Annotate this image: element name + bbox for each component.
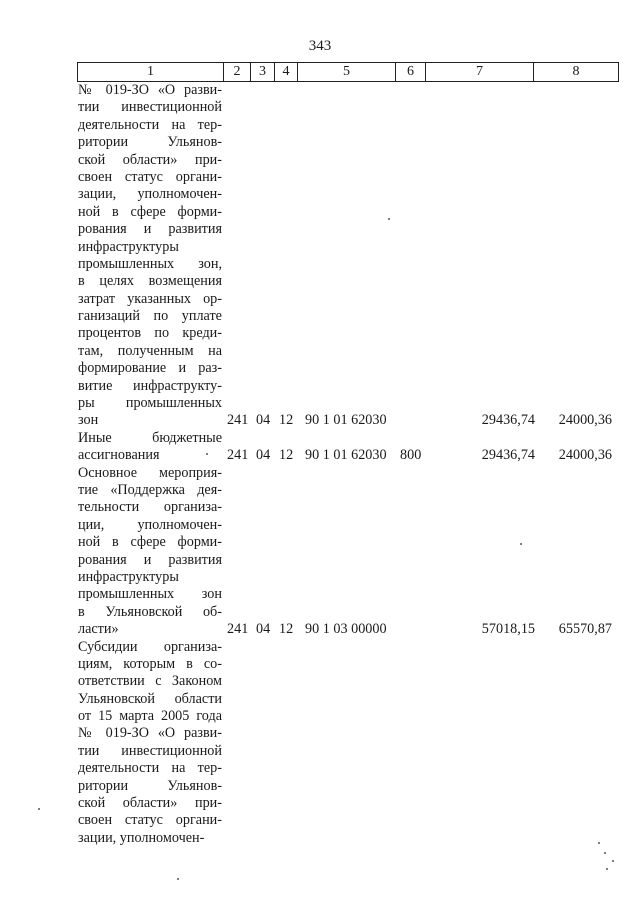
- row-values: [78, 621, 618, 638]
- row-values: [78, 447, 618, 464]
- description-line: зон: [78, 412, 99, 429]
- scan-speck: [612, 860, 614, 862]
- cell-c3: 04: [256, 621, 271, 638]
- description-line: Иные бюджетные: [78, 429, 222, 446]
- description-line: витие инфраструкту-: [78, 377, 222, 394]
- table-row: [78, 639, 618, 848]
- column-number: 5: [298, 63, 396, 82]
- description-line: ной в сфере форми-: [78, 203, 222, 220]
- description-line: своен статус органи-: [78, 812, 222, 829]
- description-line: циям, которым в со-: [78, 655, 222, 672]
- description-line: ласти»: [78, 621, 119, 638]
- description-line: промышленных зон: [78, 586, 222, 603]
- description-line: зации, уполномочен-: [78, 186, 222, 203]
- description-line: ры промышленных: [78, 395, 222, 412]
- cell-c8: 24000,36: [558, 447, 612, 464]
- description-line: в Ульяновской об-: [78, 603, 222, 620]
- description-line: промышленных зон,: [78, 255, 222, 272]
- scan-speck: [388, 218, 390, 220]
- description-line: ской области» при-: [78, 151, 222, 168]
- cell-c6: 800: [400, 447, 422, 464]
- scan-speck: [177, 878, 179, 880]
- column-number: 8: [534, 63, 619, 82]
- description-line: ской области» при-: [78, 795, 222, 812]
- description-line: Субсидии организа-: [78, 638, 222, 655]
- table-row: [78, 465, 618, 639]
- scan-speck: [604, 852, 606, 854]
- description-line: затрат указанных ор-: [78, 290, 222, 307]
- cell-c2: 241: [227, 621, 249, 638]
- cell-c7: 29436,74: [481, 412, 535, 429]
- cell-c7: 57018,15: [481, 621, 535, 638]
- column-number: 7: [426, 63, 534, 82]
- cell-c2: 241: [227, 447, 249, 464]
- description-line: рования и развития: [78, 221, 222, 238]
- scan-speck: [206, 453, 208, 455]
- column-number: 2: [224, 63, 251, 82]
- column-number: 4: [275, 63, 298, 82]
- description-line: тельности организа-: [78, 499, 222, 516]
- description-line: ганизаций по уплате: [78, 308, 222, 325]
- scan-speck: [38, 808, 40, 810]
- budget-table-body: [78, 82, 618, 847]
- table-row: [78, 82, 618, 430]
- description-line: своен статус органи-: [78, 168, 222, 185]
- scan-speck: [598, 842, 600, 844]
- cell-c4: 12: [279, 621, 294, 638]
- row-description: [78, 639, 222, 848]
- column-number: 3: [251, 63, 275, 82]
- description-line: № 019-ЗО «О разви-: [78, 82, 222, 98]
- column-header-table: [77, 62, 619, 82]
- description-line: ответствии с Законом: [78, 673, 222, 690]
- description-line: от 15 марта 2005 года: [78, 708, 222, 725]
- description-line: в целях возмещения: [78, 273, 222, 290]
- description-line: ритории Ульянов-: [78, 134, 222, 151]
- row-description: [78, 465, 222, 639]
- description-line: деятельности на тер-: [78, 760, 222, 777]
- cell-c7: 29436,74: [481, 447, 535, 464]
- description-line: Ульяновской области: [78, 690, 222, 707]
- description-line: № 019-ЗО «О разви-: [78, 725, 222, 742]
- description-line: рования и развития: [78, 551, 222, 568]
- cell-c4: 12: [279, 447, 294, 464]
- description-line: ной в сфере форми-: [78, 534, 222, 551]
- cell-c8: 24000,36: [558, 412, 612, 429]
- description-line: ции, уполномочен-: [78, 516, 222, 533]
- cell-c4: 12: [279, 412, 294, 429]
- description-line: Основное мероприя-: [78, 464, 222, 481]
- description-line: процентов по креди-: [78, 325, 222, 342]
- cell-c3: 04: [256, 447, 271, 464]
- page-number: 343: [308, 38, 332, 54]
- row-description: [78, 82, 222, 430]
- cell-c2: 241: [227, 412, 249, 429]
- cell-c3: 04: [256, 412, 271, 429]
- table-row: [78, 430, 618, 465]
- cell-c5: 90 1 01 62030: [305, 447, 387, 464]
- description-line: инфраструктуры: [78, 238, 179, 255]
- cell-c5: 90 1 03 00000: [305, 621, 387, 638]
- cell-c5: 90 1 01 62030: [305, 412, 387, 429]
- cell-c8: 65570,87: [558, 621, 612, 638]
- description-line: зации, уполномочен-: [78, 829, 205, 846]
- scan-speck: [520, 543, 522, 545]
- description-line: деятельности на тер-: [78, 116, 222, 133]
- row-values: [78, 830, 618, 847]
- description-line: ритории Ульянов-: [78, 777, 222, 794]
- description-line: тие «Поддержка дея-: [78, 481, 222, 498]
- scan-speck: [606, 868, 608, 870]
- column-number: 6: [396, 63, 426, 82]
- description-line: формирование и раз-: [78, 360, 222, 377]
- column-number: 1: [78, 63, 224, 82]
- row-values: [78, 412, 618, 429]
- description-line: там, полученным на: [78, 342, 222, 359]
- description-line: ассигнования: [78, 447, 160, 464]
- description-line: тии инвестиционной: [78, 742, 222, 759]
- column-header-row: [78, 63, 619, 82]
- description-line: тии инвестиционной: [78, 99, 222, 116]
- description-line: инфраструктуры: [78, 568, 179, 585]
